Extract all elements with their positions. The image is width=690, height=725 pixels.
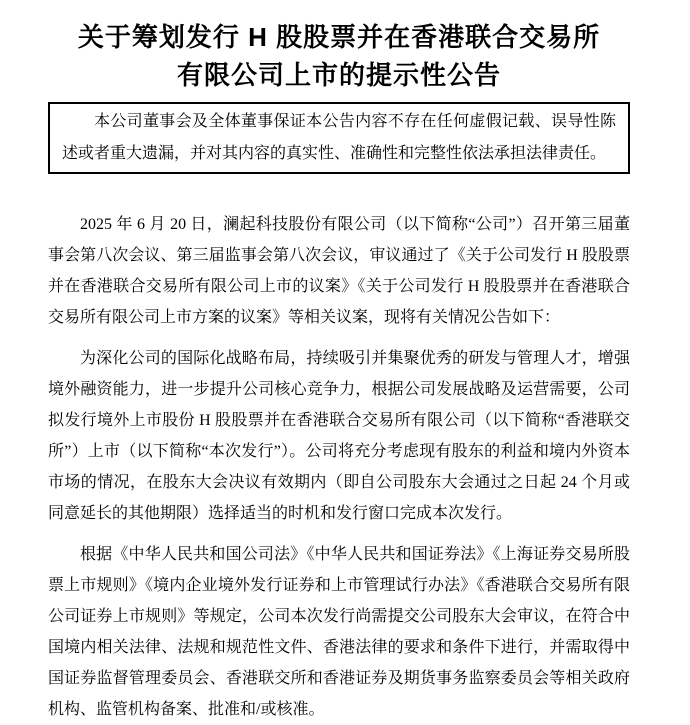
document-title-line-1: 关于筹划发行 H 股股票并在香港联合交易所 <box>77 22 601 52</box>
board-statement-box <box>48 102 630 174</box>
document-title <box>48 18 630 94</box>
paragraph-regulatory-approvals: 根据《中华人民共和国公司法》《中华人民共和国证券法》《上海证券交易所股票上市规则》《境内企业境外发行证券和上市管理试行办法》《香港联合交易所有限公司证券上市规则》等规定，公司本次发行尚需提交公司股东大会审议，在符合中国境内相关法律、法规和规范性文件、香港法律的要求和条件下进行，并需取得中国证券监督管理委员会、香港联交所和香港证券及期货事务监察委员会等相关政府机构、监管机构备案、批准和/或核准。 <box>48 546 630 718</box>
document-title-line-2: 有限公司上市的提示性公告 <box>176 60 501 90</box>
board-statement-text: 本公司董事会及全体董事保证本公告内容不存在任何虚假记载、误导性陈述或者重大遗漏，并对其内容的真实性、准确性和完整性依法承担法律责任。 <box>62 113 616 162</box>
document-body <box>48 209 630 725</box>
paragraph-board-resolutions: 2025 年 6 月 20 日，澜起科技股份有限公司（以下简称“公司”）召开第三届董事会第八次会议、第三届监事会第八次会议，审议通过了《关于公司发行 H 股股票并在香港联合交易所有限公司上市的议案》《关于公司发行 H 股股票并在香港联合交易所有限公司上市方案的议案》等相关议案，现将有关情况公告如下： <box>48 216 630 326</box>
paragraph-issuance-plan: 为深化公司的国际化战略布局，持续吸引并集聚优秀的研发与管理人才，增强境外融资能力，进一步提升公司核心竞争力，根据公司发展战略及运营需要，公司拟发行境外上市股份 H 股股票并在香港联合交易所有限公司（以下简称“香港联交所”）上市（以下简称“本次发行”）。公司将充分考虑现有股东的利益和境内外资本市场的情况，在股东大会决议有效期内（即自公司股东大会通过之日起 24 个月或同意延长的其他期限）选择适当的时机和发行窗口完成本次发行。 <box>48 350 630 522</box>
